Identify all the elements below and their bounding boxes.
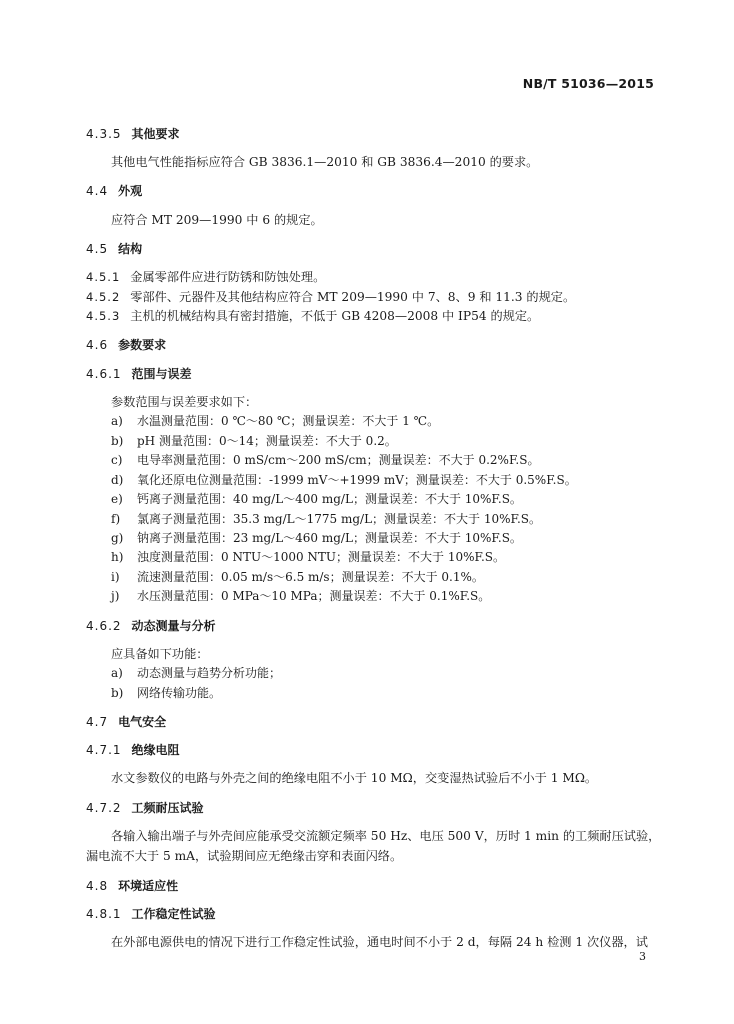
list-item: b) pH 测量范围：0～14；测量误差：不大于 0.2。 <box>111 434 397 448</box>
section-title: 绝缘电阻 <box>131 743 180 757</box>
list-item: c) 电导率测量范围：0 mS/cm～200 mS/cm；测量误差：不大于 0.2%F.S。 <box>111 453 540 467</box>
section-title: 环境适应性 <box>118 879 179 893</box>
section-number: 4.7.2 <box>86 801 122 815</box>
section-heading-4-7-2 <box>86 799 204 816</box>
paragraph-4-3-5: 其他电气性能指标应符合 GB 3836.1—2010 和 GB 3836.4—2010 的要求。 <box>111 155 539 169</box>
list-item: i) 流速测量范围：0.05 m/s～6.5 m/s；测量误差：不大于 0.1%。 <box>111 570 484 584</box>
section-heading-4-7 <box>86 713 166 730</box>
section-number: 4.3.5 <box>86 127 122 141</box>
section-heading-4-8 <box>86 877 178 894</box>
section-title: 参数要求 <box>118 338 167 352</box>
section-title: 范围与误差 <box>131 367 192 381</box>
section-number: 4.8 <box>86 879 109 893</box>
section-number: 4.7 <box>86 715 109 729</box>
section-title: 动态测量与分析 <box>131 619 216 633</box>
section-heading-4-3-5 <box>86 125 180 142</box>
list-item: j) 水压测量范围：0 MPa～10 MPa；测量误差：不大于 0.1%F.S。 <box>111 589 491 603</box>
list-item: g) 钠离子测量范围：23 mg/L～460 mg/L；测量误差：不大于 10%F.S。 <box>111 531 522 545</box>
clause-4-5-3: 4.5.3 主机的机械结构具有密封措施，不低于 GB 4208—2008 中 IP54 的规定。 <box>86 309 540 323</box>
paragraph-4-6-1-intro: 参数范围与误差要求如下： <box>111 395 258 409</box>
clause-4-5-2: 4.5.2 零部件、元器件及其他结构应符合 MT 209—1990 中 7、8、9 和 11.3 的规定。 <box>86 290 576 304</box>
clause-4-5-1: 4.5.1 金属零部件应进行防锈和防蚀处理。 <box>86 270 326 284</box>
section-number: 4.6 <box>86 338 109 352</box>
list-item: h) 浊度测量范围：0 NTU～1000 NTU；测量误差：不大于 10%F.S。 <box>111 550 506 564</box>
section-title: 结构 <box>118 242 143 256</box>
list-item: d) 氧化还原电位测量范围：-1999 mV～+1999 mV；测量误差：不大于 0.5%F.S。 <box>111 473 577 487</box>
standard-number: NB/T 51036—2015 <box>522 76 654 91</box>
paragraph-4-8-1-line1: 在外部电源供电的情况下进行工作稳定性试验，通电时间不小于 2 d，每隔 24 h 检测 1 次仪器，试 <box>111 935 648 949</box>
section-title: 工作稳定性试验 <box>131 907 216 921</box>
section-number: 4.7.1 <box>86 743 122 757</box>
paragraph-4-6-2-intro: 应具备如下功能： <box>111 647 209 661</box>
list-item: a) 水温测量范围：0 ℃～80 ℃；测量误差：不大于 1 ℃。 <box>111 414 440 428</box>
section-number: 4.6.1 <box>86 367 122 381</box>
section-heading-4-8-1 <box>86 905 216 922</box>
section-number: 4.5 <box>86 242 109 256</box>
list-item: b) 网络传输功能。 <box>111 686 222 700</box>
section-title: 外观 <box>118 184 143 198</box>
page-number: 3 <box>639 950 646 963</box>
section-number: 4.4 <box>86 184 109 198</box>
list-item: f) 氯离子测量范围：35.3 mg/L～1775 mg/L；测量误差：不大于 10%F.S。 <box>111 512 542 526</box>
paragraph-4-7-2-line1: 各输入输出端子与外壳间应能承受交流额定频率 50 Hz、电压 500 V，历时 1 min 的工频耐压试验， <box>111 829 661 843</box>
section-number: 4.6.2 <box>86 619 122 633</box>
section-title: 工频耐压试验 <box>131 801 204 815</box>
section-heading-4-4 <box>86 182 142 199</box>
list-item: e) 钙离子测量范围：40 mg/L～400 mg/L；测量误差：不大于 10%F.S。 <box>111 492 522 506</box>
section-title: 其他要求 <box>131 127 180 141</box>
section-heading-4-6 <box>86 336 166 353</box>
section-heading-4-5 <box>86 240 142 257</box>
list-item: a) 动态测量与趋势分析功能； <box>111 666 282 680</box>
section-heading-4-7-1 <box>86 741 180 758</box>
section-title: 电气安全 <box>118 715 167 729</box>
paragraph-4-4: 应符合 MT 209—1990 中 6 的规定。 <box>111 213 323 227</box>
section-heading-4-6-1 <box>86 365 192 382</box>
paragraph-4-7-1: 水文参数仪的电路与外壳之间的绝缘电阻不小于 10 MΩ，交变湿热试验后不小于 1 MΩ。 <box>111 771 598 785</box>
section-number: 4.8.1 <box>86 907 122 921</box>
section-heading-4-6-2 <box>86 617 216 634</box>
paragraph-4-7-2-line2: 漏电流不大于 5 mA，试验期间应无绝缘击穿和表面闪络。 <box>86 849 403 863</box>
